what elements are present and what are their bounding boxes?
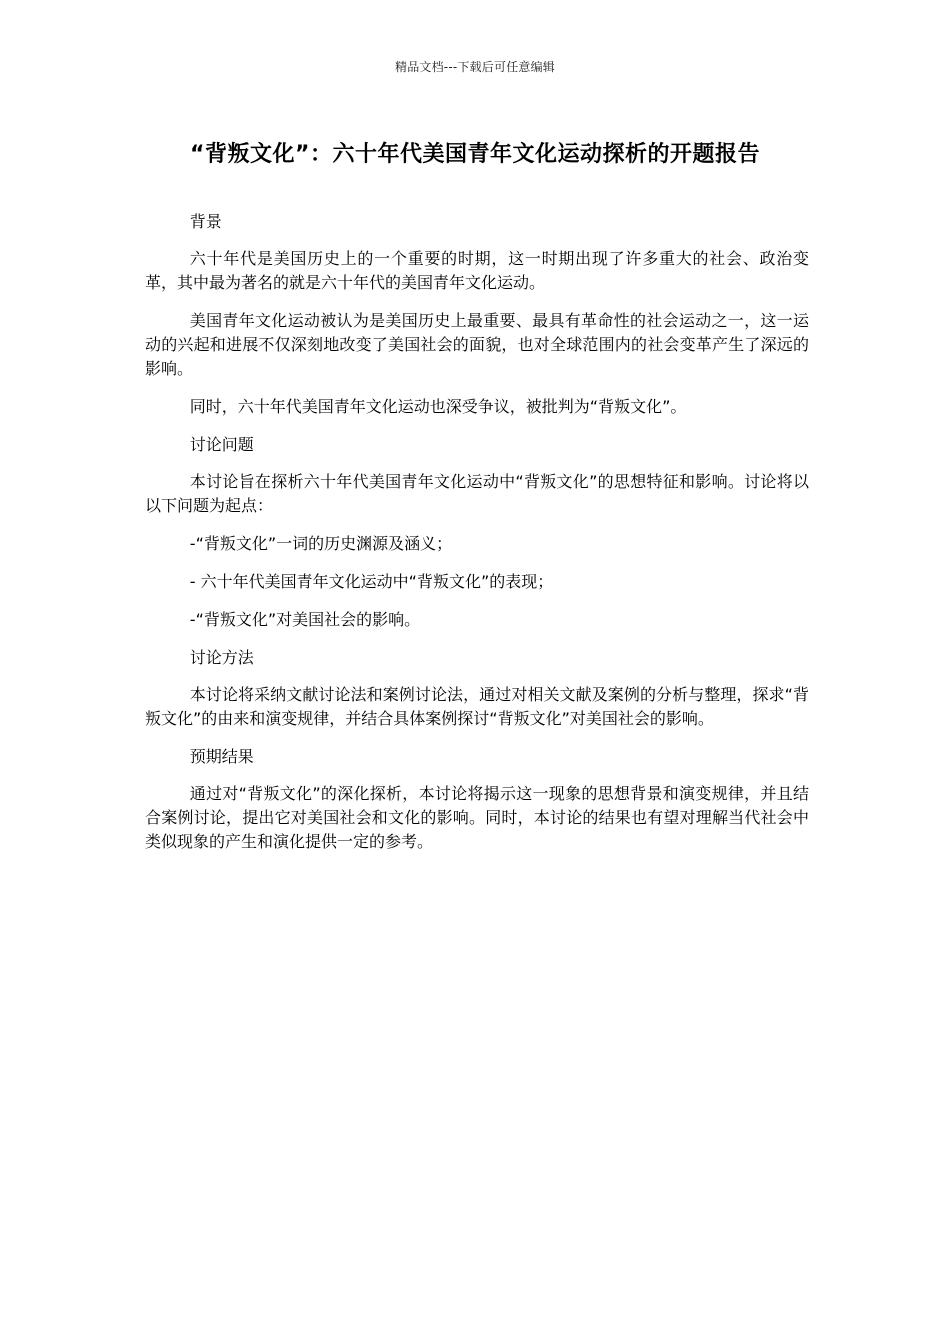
document-title: “背叛文化”：六十年代美国青年文化运动探析的开题报告: [190, 142, 760, 167]
section-heading-results: 预期结果: [189, 747, 254, 766]
background-paragraph: 同时，六十年代美国青年文化运动也深受争议，被批判为“背叛文化”。: [189, 397, 687, 416]
background-paragraph: 六十年代是美国历史上的一个重要的时期，这一时期出现了许多重大的社会、政治变革，其中最为著名的就是六十年代的美国青年文化运动。: [145, 249, 809, 292]
method-paragraph: 本讨论将采纳文献讨论法和案例讨论法，通过对相关文献及案例的分析与整理，探求“背叛文化”的由来和演变规律，并结合具体案例探讨“背叛文化”对美国社会的影响。: [145, 685, 809, 728]
document-body: [145, 210, 809, 868]
question-list-item: - 六十年代美国青年文化运动中“背叛文化”的表现；: [189, 572, 554, 591]
header-note: 精品文档---下载后可任意编辑: [395, 60, 555, 74]
questions-intro-paragraph: 本讨论旨在探析六十年代美国青年文化运动中“背叛文化”的思想特征和影响。讨论将以以下问题为起点：: [145, 472, 809, 515]
question-list-item: -“背叛文化”对美国社会的影响。: [189, 610, 421, 629]
section-heading-questions: 讨论问题: [189, 435, 254, 454]
section-heading-method: 讨论方法: [189, 648, 254, 667]
section-heading-background: 背景: [189, 212, 222, 231]
question-list-item: -“背叛文化”一词的历史渊源及涵义；: [189, 534, 453, 553]
background-paragraph: 美国青年文化运动被认为是美国历史上最重要、最具有革命性的社会运动之一，这一运动的兴起和进展不仅深刻地改变了美国社会的面貌，也对全球范围内的社会变革产生了深远的影响。: [145, 311, 809, 378]
results-paragraph: 通过对“背叛文化”的深化探析，本讨论将揭示这一现象的思想背景和演变规律，并且结合案例讨论，提出它对美国社会和文化的影响。同时，本讨论的结果也有望对理解当代社会中类似现象的产生和演化提供一定的参考。: [145, 784, 809, 851]
